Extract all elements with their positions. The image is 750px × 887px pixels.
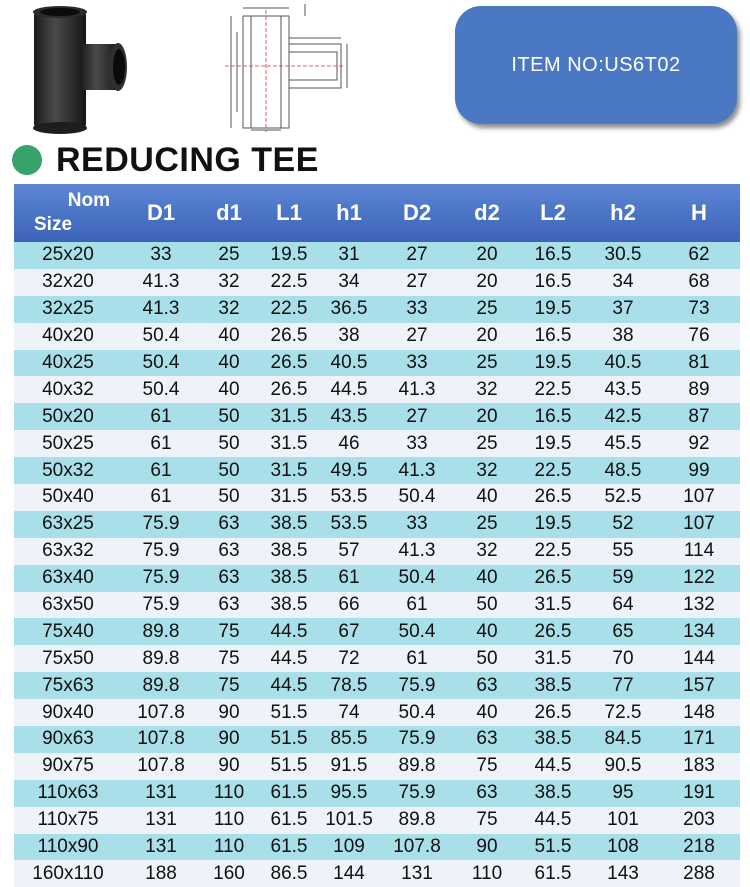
value-cell: 25 (200, 242, 258, 269)
value-cell: 61.5 (258, 780, 320, 807)
value-cell: 61 (320, 565, 378, 592)
value-cell: 40.5 (320, 350, 378, 377)
value-cell: 42.5 (588, 403, 658, 430)
size-cell: 50x25 (14, 430, 122, 457)
value-cell: 34 (320, 269, 378, 296)
value-cell: 26.5 (518, 699, 588, 726)
value-cell: 26.5 (518, 565, 588, 592)
header-nom-size (14, 184, 122, 242)
value-cell: 16.5 (518, 269, 588, 296)
size-cell: 40x25 (14, 350, 122, 377)
value-cell: 81 (658, 350, 740, 377)
value-cell: 31.5 (258, 430, 320, 457)
value-cell: 51.5 (518, 834, 588, 861)
value-cell: 78.5 (320, 672, 378, 699)
size-cell: 75x50 (14, 645, 122, 672)
header-col-5: d2 (456, 184, 518, 242)
table-row (14, 780, 740, 807)
value-cell: 49.5 (320, 457, 378, 484)
value-cell: 157 (658, 672, 740, 699)
table-row (14, 592, 740, 619)
value-cell: 63 (456, 780, 518, 807)
value-cell: 90 (456, 834, 518, 861)
value-cell: 131 (122, 807, 200, 834)
value-cell: 51.5 (258, 726, 320, 753)
value-cell: 27 (378, 323, 456, 350)
value-cell: 75 (456, 807, 518, 834)
value-cell: 110 (456, 860, 518, 887)
value-cell: 110 (200, 834, 258, 861)
spec-table-container (14, 184, 740, 887)
value-cell: 191 (658, 780, 740, 807)
value-cell: 89.8 (378, 753, 456, 780)
value-cell: 160 (200, 860, 258, 887)
value-cell: 38.5 (258, 511, 320, 538)
value-cell: 31.5 (258, 403, 320, 430)
value-cell: 50.4 (122, 376, 200, 403)
value-cell: 75.9 (122, 565, 200, 592)
value-cell: 61 (378, 645, 456, 672)
value-cell: 77 (588, 672, 658, 699)
value-cell: 40 (200, 376, 258, 403)
table-row (14, 672, 740, 699)
size-cell: 110x75 (14, 807, 122, 834)
value-cell: 50 (200, 484, 258, 511)
reducing-tee-product-image (20, 4, 132, 136)
value-cell: 44.5 (518, 807, 588, 834)
value-cell: 41.3 (122, 269, 200, 296)
value-cell: 20 (456, 323, 518, 350)
value-cell: 31.5 (518, 645, 588, 672)
value-cell: 20 (456, 403, 518, 430)
value-cell: 25 (456, 296, 518, 323)
value-cell: 101 (588, 807, 658, 834)
size-cell: 63x32 (14, 538, 122, 565)
value-cell: 92 (658, 430, 740, 457)
size-cell: 110x63 (14, 780, 122, 807)
value-cell: 107 (658, 484, 740, 511)
value-cell: 75.9 (122, 538, 200, 565)
size-cell: 32x25 (14, 296, 122, 323)
value-cell: 41.3 (378, 376, 456, 403)
table-row (14, 565, 740, 592)
value-cell: 63 (200, 565, 258, 592)
value-cell: 61.5 (518, 860, 588, 887)
value-cell: 16.5 (518, 403, 588, 430)
value-cell: 61 (122, 403, 200, 430)
value-cell: 75 (200, 618, 258, 645)
value-cell: 26.5 (258, 350, 320, 377)
green-bullet-icon (12, 145, 42, 175)
value-cell: 131 (378, 860, 456, 887)
table-row (14, 376, 740, 403)
value-cell: 40 (456, 565, 518, 592)
value-cell: 44.5 (518, 753, 588, 780)
value-cell: 27 (378, 269, 456, 296)
value-cell: 218 (658, 834, 740, 861)
value-cell: 38.5 (518, 726, 588, 753)
value-cell: 63 (456, 672, 518, 699)
size-cell: 75x63 (14, 672, 122, 699)
value-cell: 33 (378, 296, 456, 323)
size-cell: 63x25 (14, 511, 122, 538)
value-cell: 20 (456, 242, 518, 269)
value-cell: 19.5 (518, 350, 588, 377)
value-cell: 50 (200, 457, 258, 484)
value-cell: 89.8 (122, 645, 200, 672)
value-cell: 46 (320, 430, 378, 457)
table-row (14, 323, 740, 350)
value-cell: 53.5 (320, 484, 378, 511)
value-cell: 50 (200, 403, 258, 430)
size-cell: 32x20 (14, 269, 122, 296)
value-cell: 63 (200, 511, 258, 538)
value-cell: 99 (658, 457, 740, 484)
value-cell: 32 (456, 457, 518, 484)
value-cell: 32 (456, 376, 518, 403)
value-cell: 203 (658, 807, 740, 834)
value-cell: 61 (122, 457, 200, 484)
table-row (14, 511, 740, 538)
value-cell: 61 (122, 430, 200, 457)
value-cell: 107.8 (122, 753, 200, 780)
value-cell: 288 (658, 860, 740, 887)
value-cell: 22.5 (518, 457, 588, 484)
value-cell: 89.8 (122, 672, 200, 699)
value-cell: 75 (456, 753, 518, 780)
value-cell: 41.3 (378, 457, 456, 484)
value-cell: 89.8 (122, 618, 200, 645)
value-cell: 107.8 (122, 726, 200, 753)
value-cell: 110 (200, 780, 258, 807)
value-cell: 110 (200, 807, 258, 834)
value-cell: 91.5 (320, 753, 378, 780)
value-cell: 85.5 (320, 726, 378, 753)
header-size-label: Size (34, 214, 73, 235)
value-cell: 25 (456, 350, 518, 377)
size-cell: 110x90 (14, 834, 122, 861)
value-cell: 65 (588, 618, 658, 645)
value-cell: 25 (456, 430, 518, 457)
header-col-0: D1 (122, 184, 200, 242)
value-cell: 131 (122, 780, 200, 807)
table-body (14, 242, 740, 887)
size-cell: 50x40 (14, 484, 122, 511)
value-cell: 38.5 (518, 780, 588, 807)
header-col-7: h2 (588, 184, 658, 242)
value-cell: 27 (378, 403, 456, 430)
value-cell: 67 (320, 618, 378, 645)
value-cell: 61.5 (258, 807, 320, 834)
size-cell: 25x20 (14, 242, 122, 269)
table-row (14, 807, 740, 834)
value-cell: 63 (456, 726, 518, 753)
value-cell: 31.5 (518, 592, 588, 619)
value-cell: 114 (658, 538, 740, 565)
header (0, 0, 750, 182)
value-cell: 26.5 (518, 618, 588, 645)
value-cell: 143 (588, 860, 658, 887)
value-cell: 22.5 (258, 269, 320, 296)
page-title: REDUCING TEE (56, 140, 319, 179)
value-cell: 74 (320, 699, 378, 726)
value-cell: 95 (588, 780, 658, 807)
value-cell: 34 (588, 269, 658, 296)
value-cell: 50 (456, 645, 518, 672)
value-cell: 50.4 (378, 565, 456, 592)
value-cell: 38 (320, 323, 378, 350)
size-cell: 90x63 (14, 726, 122, 753)
spec-table (14, 184, 740, 887)
value-cell: 72.5 (588, 699, 658, 726)
value-cell: 33 (378, 350, 456, 377)
value-cell: 31.5 (258, 457, 320, 484)
value-cell: 55 (588, 538, 658, 565)
value-cell: 73 (658, 296, 740, 323)
table-row (14, 484, 740, 511)
value-cell: 144 (320, 860, 378, 887)
value-cell: 63 (200, 538, 258, 565)
value-cell: 89.8 (378, 807, 456, 834)
item-number: ITEM NO:US6T02 (511, 53, 681, 76)
table-header-row (14, 184, 740, 242)
value-cell: 132 (658, 592, 740, 619)
value-cell: 43.5 (588, 376, 658, 403)
table-row (14, 430, 740, 457)
value-cell: 90.5 (588, 753, 658, 780)
value-cell: 16.5 (518, 242, 588, 269)
value-cell: 44.5 (258, 672, 320, 699)
value-cell: 44.5 (320, 376, 378, 403)
value-cell: 41.3 (122, 296, 200, 323)
value-cell: 40 (456, 699, 518, 726)
value-cell: 43.5 (320, 403, 378, 430)
value-cell: 89 (658, 376, 740, 403)
value-cell: 19.5 (518, 511, 588, 538)
value-cell: 40 (200, 323, 258, 350)
item-number-badge (455, 6, 737, 124)
value-cell: 52.5 (588, 484, 658, 511)
value-cell: 108 (588, 834, 658, 861)
value-cell: 50 (200, 430, 258, 457)
value-cell: 50.4 (378, 484, 456, 511)
value-cell: 38.5 (258, 592, 320, 619)
value-cell: 63 (200, 592, 258, 619)
table-row (14, 457, 740, 484)
value-cell: 33 (378, 430, 456, 457)
value-cell: 109 (320, 834, 378, 861)
value-cell: 38.5 (518, 672, 588, 699)
value-cell: 41.3 (378, 538, 456, 565)
value-cell: 86.5 (258, 860, 320, 887)
value-cell: 59 (588, 565, 658, 592)
value-cell: 37 (588, 296, 658, 323)
table-row (14, 350, 740, 377)
size-cell: 40x20 (14, 323, 122, 350)
size-cell: 40x32 (14, 376, 122, 403)
value-cell: 75 (200, 645, 258, 672)
value-cell: 33 (122, 242, 200, 269)
value-cell: 38.5 (258, 565, 320, 592)
value-cell: 148 (658, 699, 740, 726)
value-cell: 90 (200, 699, 258, 726)
value-cell: 50.4 (122, 323, 200, 350)
value-cell: 188 (122, 860, 200, 887)
value-cell: 30.5 (588, 242, 658, 269)
value-cell: 32 (200, 269, 258, 296)
value-cell: 61 (122, 484, 200, 511)
value-cell: 27 (378, 242, 456, 269)
value-cell: 26.5 (258, 376, 320, 403)
value-cell: 44.5 (258, 618, 320, 645)
size-cell: 160x110 (14, 860, 122, 887)
header-col-2: L1 (258, 184, 320, 242)
value-cell: 40 (456, 484, 518, 511)
table-row (14, 242, 740, 269)
value-cell: 40 (456, 618, 518, 645)
size-cell: 50x20 (14, 403, 122, 430)
value-cell: 57 (320, 538, 378, 565)
title-row (12, 140, 319, 180)
value-cell: 52 (588, 511, 658, 538)
value-cell: 107 (658, 511, 740, 538)
value-cell: 51.5 (258, 753, 320, 780)
value-cell: 107.8 (378, 834, 456, 861)
header-col-1: d1 (200, 184, 258, 242)
value-cell: 50.4 (378, 618, 456, 645)
value-cell: 51.5 (258, 699, 320, 726)
value-cell: 95.5 (320, 780, 378, 807)
value-cell: 76 (658, 323, 740, 350)
value-cell: 26.5 (518, 484, 588, 511)
value-cell: 64 (588, 592, 658, 619)
value-cell: 16.5 (518, 323, 588, 350)
size-cell: 50x32 (14, 457, 122, 484)
value-cell: 134 (658, 618, 740, 645)
header-nom-label: Nom (67, 190, 110, 211)
table-row (14, 403, 740, 430)
value-cell: 87 (658, 403, 740, 430)
value-cell: 144 (658, 645, 740, 672)
value-cell: 40.5 (588, 350, 658, 377)
table-row (14, 753, 740, 780)
value-cell: 68 (658, 269, 740, 296)
value-cell: 31 (320, 242, 378, 269)
value-cell: 50.4 (378, 699, 456, 726)
value-cell: 25 (456, 511, 518, 538)
value-cell: 53.5 (320, 511, 378, 538)
value-cell: 33 (378, 511, 456, 538)
size-cell: 63x40 (14, 565, 122, 592)
value-cell: 19.5 (518, 296, 588, 323)
value-cell: 75.9 (378, 726, 456, 753)
value-cell: 36.5 (320, 296, 378, 323)
value-cell: 66 (320, 592, 378, 619)
table-row (14, 860, 740, 887)
size-cell: 63x50 (14, 592, 122, 619)
value-cell: 38 (588, 323, 658, 350)
table-row (14, 699, 740, 726)
table-row (14, 618, 740, 645)
value-cell: 32 (200, 296, 258, 323)
value-cell: 50 (456, 592, 518, 619)
value-cell: 131 (122, 834, 200, 861)
value-cell: 62 (658, 242, 740, 269)
value-cell: 32 (456, 538, 518, 565)
value-cell: 22.5 (518, 538, 588, 565)
value-cell: 75.9 (378, 672, 456, 699)
table-row (14, 296, 740, 323)
value-cell: 75.9 (378, 780, 456, 807)
value-cell: 90 (200, 726, 258, 753)
value-cell: 19.5 (258, 242, 320, 269)
header-col-3: h1 (320, 184, 378, 242)
header-col-4: D2 (378, 184, 456, 242)
value-cell: 171 (658, 726, 740, 753)
table-row (14, 538, 740, 565)
value-cell: 75.9 (122, 592, 200, 619)
value-cell: 70 (588, 645, 658, 672)
value-cell: 75.9 (122, 511, 200, 538)
value-cell: 75 (200, 672, 258, 699)
size-cell: 90x40 (14, 699, 122, 726)
value-cell: 40 (200, 350, 258, 377)
table-row (14, 834, 740, 861)
value-cell: 22.5 (518, 376, 588, 403)
value-cell: 22.5 (258, 296, 320, 323)
value-cell: 26.5 (258, 323, 320, 350)
value-cell: 48.5 (588, 457, 658, 484)
value-cell: 38.5 (258, 538, 320, 565)
value-cell: 90 (200, 753, 258, 780)
header-col-8: H (658, 184, 740, 242)
size-cell: 75x40 (14, 618, 122, 645)
value-cell: 19.5 (518, 430, 588, 457)
table-row (14, 726, 740, 753)
value-cell: 122 (658, 565, 740, 592)
table-row (14, 269, 740, 296)
value-cell: 61.5 (258, 834, 320, 861)
table-row (14, 645, 740, 672)
value-cell: 107.8 (122, 699, 200, 726)
value-cell: 20 (456, 269, 518, 296)
value-cell: 101.5 (320, 807, 378, 834)
value-cell: 61 (378, 592, 456, 619)
value-cell: 84.5 (588, 726, 658, 753)
tee-dimension-diagram (215, 2, 355, 134)
value-cell: 183 (658, 753, 740, 780)
value-cell: 45.5 (588, 430, 658, 457)
value-cell: 72 (320, 645, 378, 672)
header-col-6: L2 (518, 184, 588, 242)
size-cell: 90x75 (14, 753, 122, 780)
value-cell: 50.4 (122, 350, 200, 377)
value-cell: 44.5 (258, 645, 320, 672)
value-cell: 31.5 (258, 484, 320, 511)
